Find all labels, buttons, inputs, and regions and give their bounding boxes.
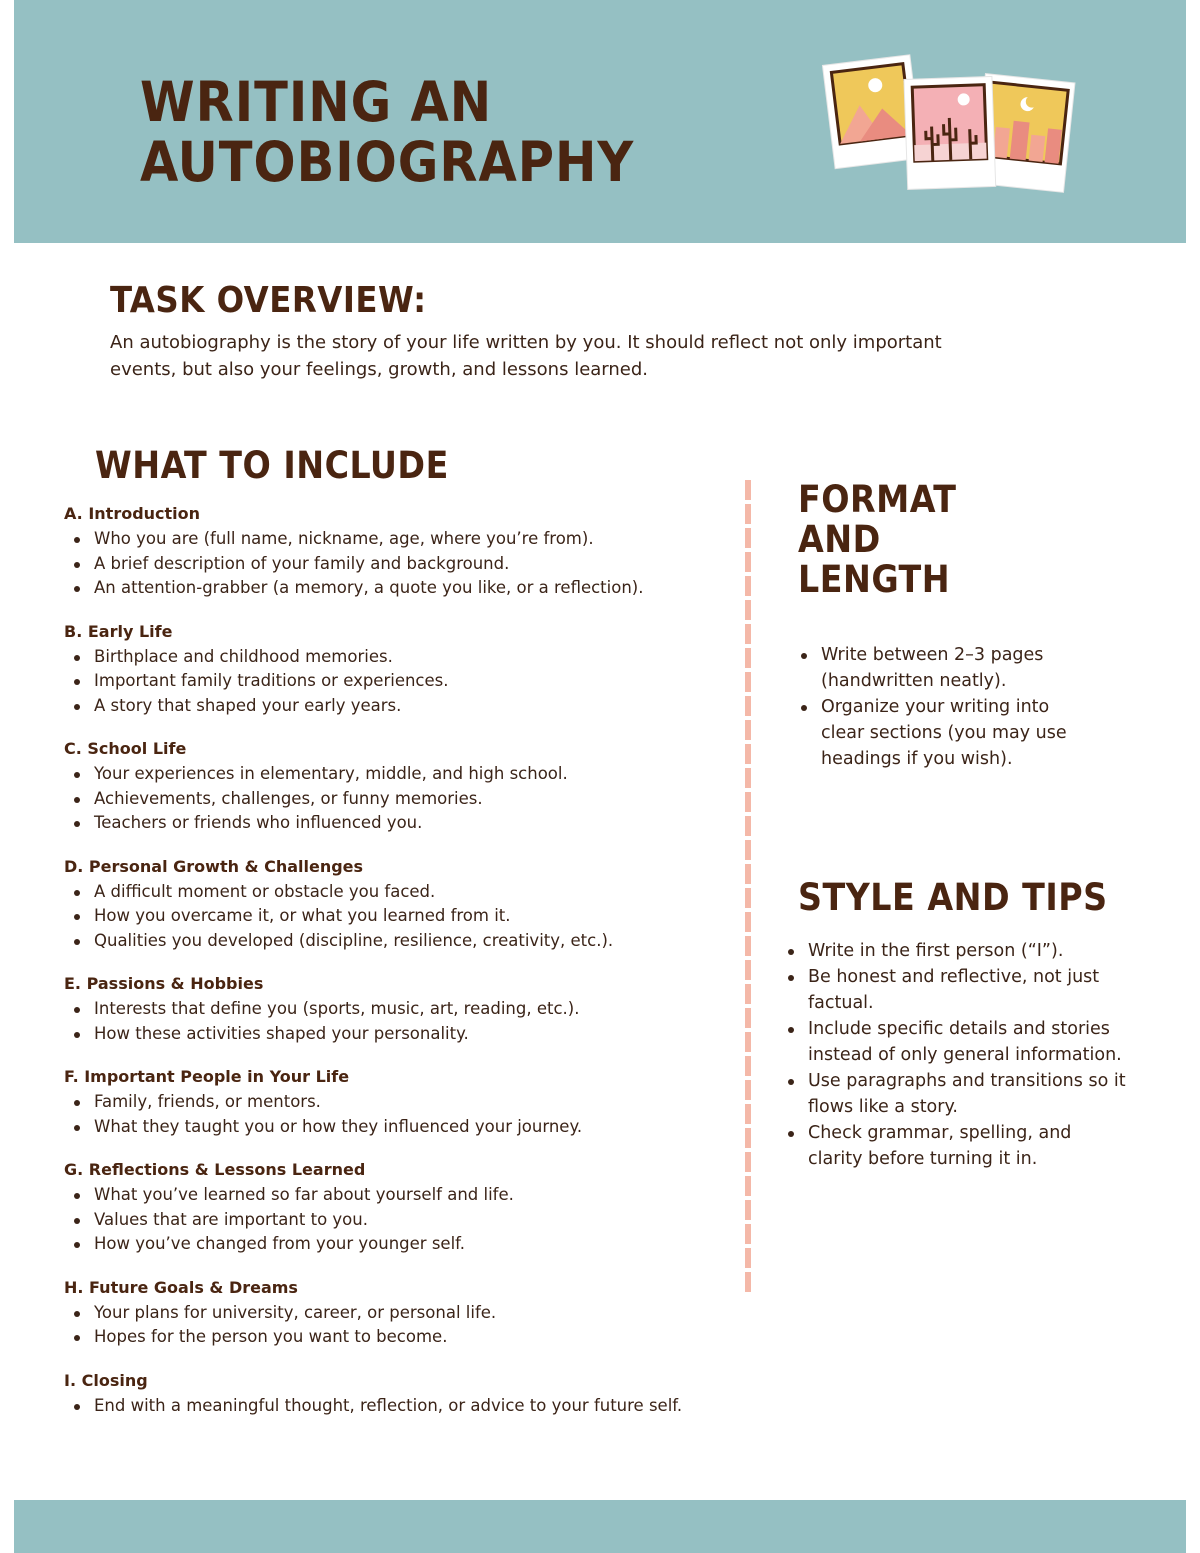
list-item: End with a meaningful thought, reflection, or advice to your future self. (64, 1394, 744, 1419)
include-section (64, 503, 744, 601)
style-and-tips-heading: STYLE AND TIPS (798, 876, 1108, 919)
list-item: Family, friends, or mentors. (64, 1090, 744, 1115)
list-item: Your experiences in elementary, middle, and high school. (64, 762, 744, 787)
polaroid-photos-illustration (820, 48, 1080, 208)
include-section-title: C. School Life (64, 739, 187, 758)
list-item: How these activities shaped your personality. (64, 1022, 744, 1047)
list-item: What you’ve learned so far about yourself and life. (64, 1183, 744, 1208)
list-item: Write in the first person (“I”). (785, 938, 1130, 964)
include-section-title: H. Future Goals & Dreams (64, 1277, 298, 1297)
include-section-items (64, 1394, 744, 1419)
include-section-title: B. Early Life (64, 621, 173, 641)
list-item: Birthplace and childhood memories. (64, 645, 744, 670)
task-overview-heading: TASK OVERVIEW: (110, 280, 427, 321)
format-items (798, 642, 1088, 772)
include-section (64, 1066, 744, 1139)
list-item: How you’ve changed from your younger self. (64, 1232, 744, 1257)
include-section-items (64, 880, 744, 954)
format-list (798, 642, 1088, 772)
include-section-title: E. Passions & Hobbies (64, 974, 264, 993)
format-heading-line-3: LENGTH (798, 558, 951, 601)
include-section-items (64, 1183, 744, 1257)
style-list (785, 938, 1130, 1172)
page-title (140, 72, 740, 192)
list-item: Be honest and reflective, not just factual. (785, 964, 1130, 1016)
what-to-include-heading: WHAT TO INCLUDE (95, 444, 449, 487)
include-section-title: I. Closing (64, 1370, 148, 1390)
include-section-title: A. Introduction (64, 504, 201, 523)
include-section (64, 973, 744, 1046)
include-section (64, 856, 744, 954)
include-section-title: F. Important People in Your Life (64, 1067, 350, 1086)
task-overview-text: An autobiography is the story of your life written by you. It should reflect not only important events, but also your feelings, growth, and lessons learned. (110, 332, 942, 380)
list-item: Include specific details and stories instead of only general information. (785, 1016, 1130, 1068)
include-section (64, 1370, 744, 1419)
footer-band (14, 1500, 1186, 1553)
include-section-title: G. Reflections & Lessons Learned (64, 1160, 366, 1179)
title-line-2: AUTOBIOGRAPHY (140, 130, 635, 194)
list-item: Use paragraphs and transitions so it flows like a story. (785, 1068, 1130, 1120)
include-section-items (64, 997, 744, 1046)
list-item: Hopes for the person you want to become. (64, 1325, 744, 1350)
include-section-items (64, 645, 744, 719)
include-section (64, 1277, 744, 1350)
list-item: Teachers or friends who influenced you. (64, 811, 744, 836)
include-section (64, 1159, 744, 1257)
include-section-items (64, 527, 744, 601)
list-item: Interests that define you (sports, music, art, reading, etc.). (64, 997, 744, 1022)
polaroid-cactus-icon (904, 76, 996, 189)
format-and-length-heading (798, 480, 956, 600)
list-item: Your plans for university, career, or personal life. (64, 1301, 744, 1326)
dashed-divider (745, 480, 751, 1293)
include-sections (64, 503, 744, 1438)
include-section-title: D. Personal Growth & Challenges (64, 856, 364, 876)
format-heading-line-1: FORMAT (798, 478, 957, 521)
title-line-1: WRITING AN (140, 70, 493, 134)
list-item: Values that are important to you. (64, 1208, 744, 1233)
include-section (64, 621, 744, 719)
list-item: How you overcame it, or what you learned from it. (64, 904, 744, 929)
list-item: Important family traditions or experiences. (64, 669, 744, 694)
include-section-items (64, 1301, 744, 1350)
list-item: Qualities you developed (discipline, resilience, creativity, etc.). (64, 929, 744, 954)
list-item: A brief description of your family and background. (64, 552, 744, 577)
list-item: An attention-grabber (a memory, a quote you like, or a reflection). (64, 576, 744, 601)
format-heading-line-2: AND (798, 518, 881, 561)
list-item: Organize your writing into clear sections (you may use headings if you wish). (798, 694, 1088, 772)
include-section-items (64, 762, 744, 836)
list-item: A difficult moment or obstacle you faced. (64, 880, 744, 905)
list-item: Who you are (full name, nickname, age, where you’re from). (64, 527, 744, 552)
list-item: Achievements, challenges, or funny memories. (64, 787, 744, 812)
style-items (785, 938, 1130, 1172)
list-item: A story that shaped your early years. (64, 694, 744, 719)
include-section (64, 738, 744, 836)
list-item: What they taught you or how they influenced your journey. (64, 1115, 744, 1140)
list-item: Check grammar, spelling, and clarity before turning it in. (785, 1120, 1130, 1172)
list-item: Write between 2–3 pages (handwritten neatly). (798, 642, 1088, 694)
include-section-items (64, 1090, 744, 1139)
